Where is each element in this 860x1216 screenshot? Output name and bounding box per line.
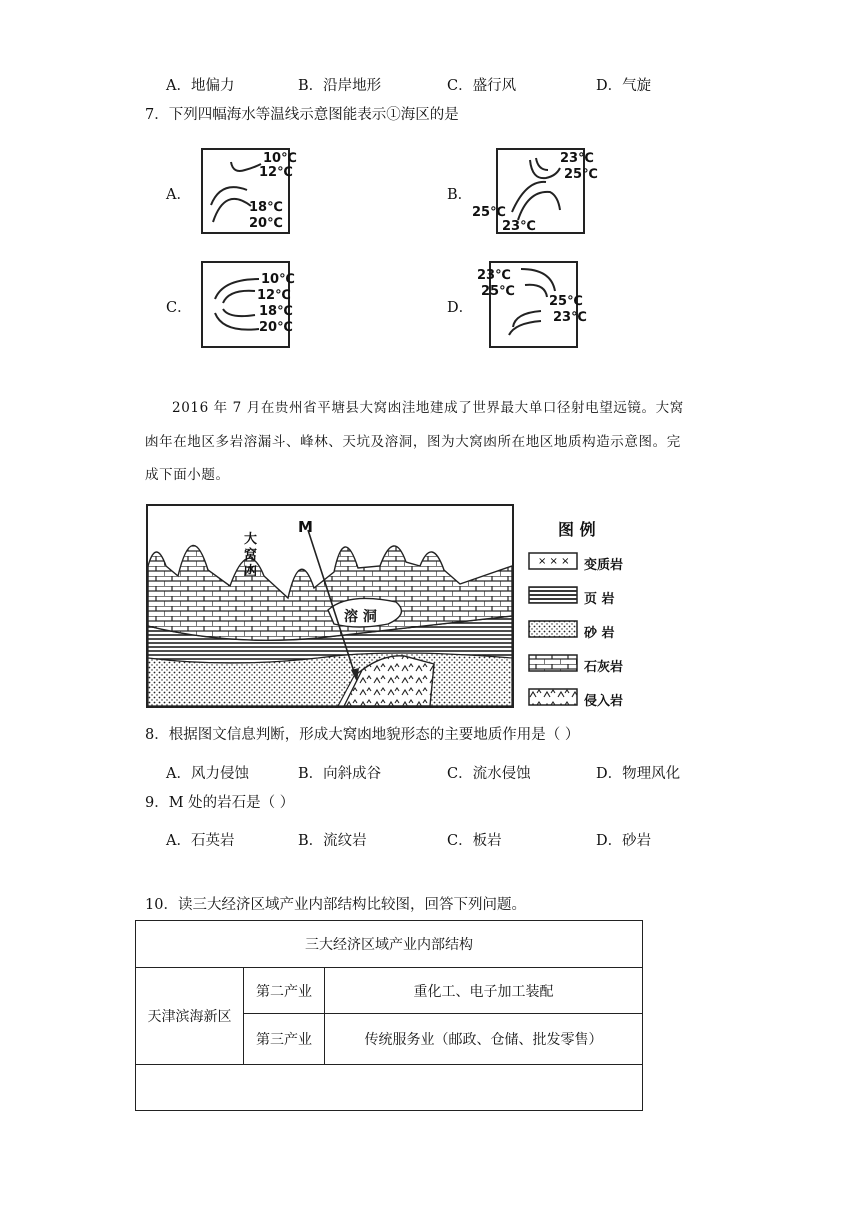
- legend-limestone-swatch: [528, 654, 578, 672]
- isotherm-label: 23℃: [560, 151, 594, 166]
- q6-option-d[interactable]: D．气旋: [596, 78, 652, 94]
- q9-option-c[interactable]: C．板岩: [447, 833, 502, 849]
- q7-stem: 7．下列四幅海水等温线示意图能表示①海区的是: [145, 107, 459, 123]
- legend-intrusive-swatch: [528, 688, 578, 706]
- legend-limestone-label: 石灰岩: [584, 660, 624, 675]
- karst-cave-label: 溶 洞: [344, 609, 377, 625]
- legend-shale-swatch: [528, 586, 578, 604]
- q7-isotherm-map-c[interactable]: [201, 261, 295, 348]
- legend-metamorphic-label: 变质岩: [584, 558, 624, 573]
- q8-option-a[interactable]: A．风力侵蚀: [166, 766, 249, 782]
- q8-option-c[interactable]: C．流水侵蚀: [447, 766, 531, 782]
- geology-cross-section: [146, 504, 514, 708]
- legend-sandstone-swatch: [528, 620, 578, 638]
- geology-section-drawing: [148, 506, 512, 706]
- isotherm-label: 25℃: [564, 167, 598, 182]
- q10-stem: 10．读三大经济区域产业内部结构比较图，回答下列问题。: [145, 897, 526, 913]
- table-sector-cell: 第二产业: [244, 968, 325, 1014]
- legend-metamorphic-swatch: [528, 552, 578, 570]
- dawodang-label-2: 窝: [244, 548, 258, 563]
- isotherm-label: 25℃: [472, 205, 506, 220]
- q8-option-b[interactable]: B．向斜成谷: [298, 766, 382, 782]
- legend-shale-label: 页 岩: [584, 592, 615, 607]
- geology-legend: [520, 515, 650, 710]
- industry-structure-table: [135, 920, 643, 1111]
- legend-title: 图 例: [558, 520, 596, 539]
- q7-option-c-letter[interactable]: C．: [166, 300, 192, 316]
- q7-isotherm-map-d[interactable]: [477, 261, 587, 348]
- isotherm-label: 18℃: [249, 200, 283, 215]
- table-content-cell: 传统服务业（邮政、仓储、批发零售）: [325, 1014, 643, 1065]
- q6-option-a[interactable]: A．地偏力: [166, 78, 235, 94]
- isotherm-label: 12℃: [257, 288, 291, 303]
- table-region-cell: 天津滨海新区: [136, 968, 244, 1065]
- dawodang-label-3: 凼: [244, 564, 258, 579]
- svg-text:× × ×: × × ×: [538, 556, 570, 567]
- q6-option-c[interactable]: C．盛行风: [447, 78, 517, 94]
- q7-isotherm-map-a[interactable]: [201, 148, 297, 234]
- isotherm-label: 10℃: [263, 151, 297, 166]
- passage-line-3: 成下面小题。: [145, 467, 230, 483]
- isotherm-label: 10℃: [261, 272, 295, 287]
- passage-line-2: 凼年在地区多岩溶漏斗、峰林、天坑及溶洞，图为大窝凼所在地区地质构造示意图。完: [145, 434, 681, 450]
- isotherm-label: 25℃: [481, 284, 515, 299]
- legend-sandstone-label: 砂 岩: [584, 626, 615, 641]
- passage-line-1: 2016 年 7 月在贵州省平塘县大窝凼洼地建成了世界最大单口径射电望远镜。大窝: [172, 400, 684, 416]
- q7-option-a-letter[interactable]: A．: [166, 187, 191, 203]
- q7-option-d-letter[interactable]: D．: [447, 300, 474, 316]
- isotherm-label: 20℃: [259, 320, 293, 335]
- isotherm-label: 18℃: [259, 304, 293, 319]
- table-title: 三大经济区域产业内部结构: [136, 921, 643, 968]
- legend-intrusive-label: 侵入岩: [584, 694, 624, 709]
- table-content-cell: 重化工、电子加工装配: [325, 968, 643, 1014]
- table-empty-row: [136, 1065, 643, 1111]
- q7-option-b-letter[interactable]: B．: [447, 187, 473, 203]
- q6-option-b[interactable]: B．沿岸地形: [298, 78, 382, 94]
- q9-option-b[interactable]: B．流纹岩: [298, 833, 367, 849]
- q9-option-d[interactable]: D．砂岩: [596, 833, 652, 849]
- q7-isotherm-map-b[interactable]: [472, 148, 598, 234]
- m-point-label: M: [298, 518, 313, 536]
- q8-stem: 8．根据图文信息判断，形成大窝凼地貌形态的主要地质作用是（ ）: [145, 727, 580, 743]
- isotherm-label: 23℃: [553, 310, 587, 325]
- isotherm-label: 12℃: [259, 165, 293, 180]
- table-sector-cell: 第三产业: [244, 1014, 325, 1065]
- dawodang-label-1: 大: [244, 532, 258, 547]
- q9-stem: 9．M 处的岩石是（ ）: [145, 795, 295, 811]
- isotherm-label: 20℃: [249, 216, 283, 231]
- q9-option-a[interactable]: A．石英岩: [166, 833, 235, 849]
- q8-option-d[interactable]: D．物理风化: [596, 766, 681, 782]
- isotherm-label: 23℃: [477, 268, 511, 283]
- isotherm-label: 23℃: [502, 219, 536, 234]
- isotherm-label: 25℃: [549, 294, 583, 309]
